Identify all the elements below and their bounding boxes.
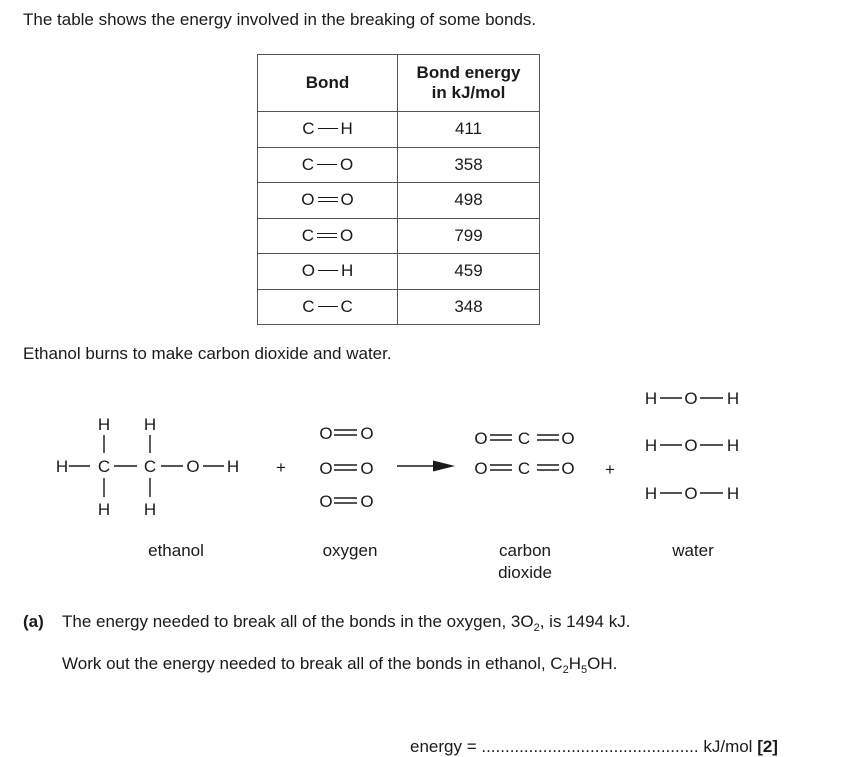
answer-dots[interactable]: .............................................. [481,737,699,756]
reaction-description: Ethanol burns to make carbon dioxide and water. [23,344,392,363]
atom-h: H [143,500,157,519]
atom-h: H [644,484,658,503]
atom-h: H [143,415,157,434]
atom-o: O [474,429,488,448]
question-line-2: Work out the energy needed to break all of the bonds in ethanol, $C_2H_5OH$. [62,654,618,676]
atom-o: O [684,484,698,503]
water-structure [645,389,739,503]
atom-o: O [684,389,698,408]
double-bond-line [317,233,337,238]
question-part-label: (a) [23,612,44,631]
atom-o: O [319,459,333,478]
table-row [258,289,540,325]
atom-h: H [726,436,740,455]
atom-c: C [97,457,111,476]
atom-o: O [319,424,333,443]
atom-o: O [561,429,575,448]
bond-energy-table [257,54,540,325]
table-row [258,254,540,290]
answer-label: energy = [410,737,482,756]
header-bond: Bond [258,55,398,112]
label-dioxide: dioxide [498,563,552,582]
table-row [258,183,540,219]
atom-o: O [186,457,200,476]
atom-h: H [97,500,111,519]
bond-cell: C H [258,112,398,148]
atom-h: H [55,457,69,476]
answer-unit: kJ/mol [698,737,758,756]
bond-lines [69,398,723,503]
plus-sign: + [276,458,286,477]
atom-o: O [684,436,698,455]
label-oxygen: oxygen [322,541,378,560]
atom-h: H [726,484,740,503]
label-water: water [672,541,714,560]
atom-c: C [517,429,531,448]
carbon-dioxide-structure [474,429,574,478]
energy-cell: 799 [398,218,540,254]
bond-cell: C C [258,289,398,325]
atom-o: O [360,424,374,443]
question-line-1: The energy needed to break all of the bonds in the oxygen, $3O_2$, is 1494 kJ. [62,612,631,634]
plus-sign: + [605,460,615,479]
double-bond-line [318,197,338,202]
atom-c: C [143,457,157,476]
bond-cell: O H [258,254,398,290]
atom-h: H [97,415,111,434]
atom-o: O [360,492,374,511]
atom-o: O [474,459,488,478]
label-ethanol: ethanol [148,541,204,560]
table-row [258,112,540,148]
table-row [258,147,540,183]
single-bond-line [318,306,338,307]
bond-cell: C O [258,218,398,254]
atom-o: O [360,459,374,478]
atom-c: C [517,459,531,478]
bond-cell: O O [258,183,398,219]
single-bond-line [318,128,338,129]
single-bond-line [318,270,338,271]
energy-cell: 498 [398,183,540,219]
energy-cell: 358 [398,147,540,183]
atom-h: H [644,389,658,408]
atom-o: O [319,492,333,511]
header-bond-energy: Bond energy in kJ/mol [398,55,540,112]
reaction-arrow [397,461,455,472]
table-row [258,218,540,254]
atom-o: O [561,459,575,478]
ethanol-structure [56,415,239,519]
marks-label: [2] [757,737,778,756]
energy-cell: 348 [398,289,540,325]
bond-cell: C O [258,147,398,183]
label-carbon: carbon [499,541,551,560]
intro-text: The table shows the energy involved in the breaking of some bonds. [23,10,537,29]
energy-cell: 459 [398,254,540,290]
single-bond-line [317,164,337,165]
atom-h: H [226,457,240,476]
atom-h: H [726,389,740,408]
atom-h: H [644,436,658,455]
energy-cell: 411 [398,112,540,148]
reaction-diagram [0,380,855,590]
answer-line[interactable] [410,737,778,757]
